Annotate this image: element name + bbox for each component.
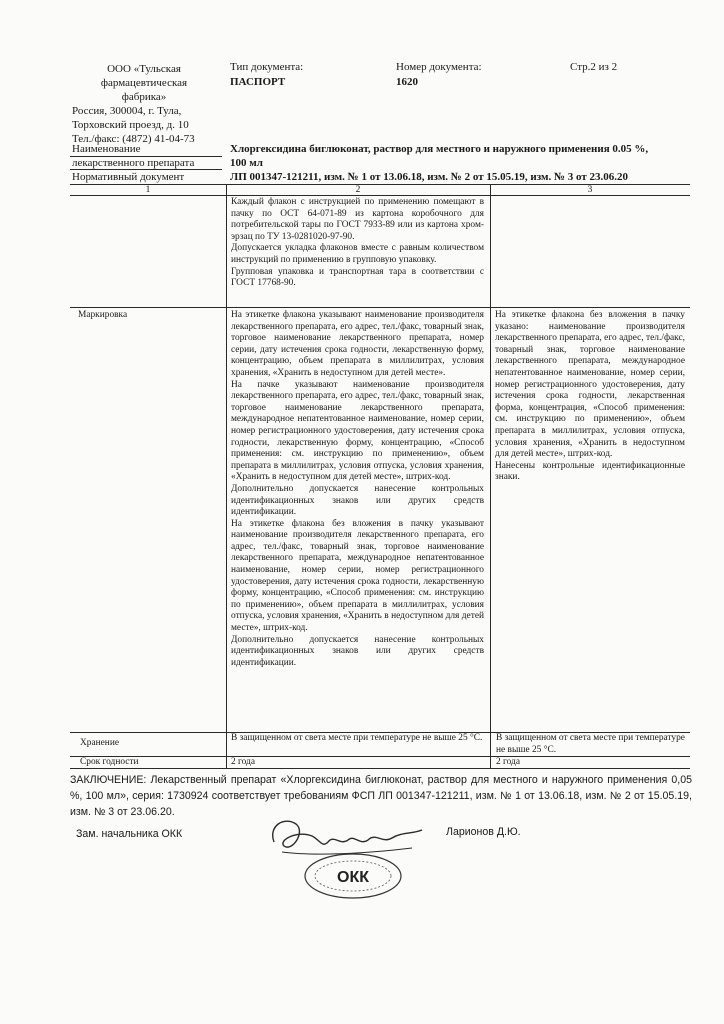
- packaging-paragraph: Допускается укладка флаконов вместе с равным количеством инструкций по применению в групповую упаковку.: [231, 243, 484, 265]
- packaging-cell: [231, 197, 484, 290]
- storage-label: Хранение: [80, 738, 119, 748]
- marking-paragraph: На этикетке флакона без вложения в пачку указывают наименование производителя лекарственного препарата, его адрес, тел./факс, товарный знак, торговое наименование лекарственного препарата, международное непатентованное наименование, номер серии, номер регистрационного удостоверения, дату истечения срока годности, лекарственную форму, концентрацию, «Способ применения: см. инструкцию по применению», объем препарата в миллилитрах, условия отпуска, условия хранения, «Хранить в недоступном для детей месте», штрих-код.: [231, 518, 484, 634]
- company-name: [70, 62, 218, 104]
- drug-name-value: [230, 142, 690, 170]
- drug-name-line: Хлоргексидина биглюконат, раствор для местного и наружного применения 0.05 %,: [230, 143, 649, 155]
- packaging-paragraph: Групповая упаковка и транспортная тара в соответствии с ГОСТ 17768-90.: [231, 266, 484, 289]
- doc-type-label: Тип документа:: [230, 61, 304, 73]
- drug-name-label-line: лекарственного препарата: [72, 157, 195, 169]
- marking-col3: [495, 310, 685, 484]
- company-line: фабрика»: [121, 91, 167, 103]
- col-number-3: 3: [587, 185, 593, 195]
- okk-stamp: [298, 848, 408, 904]
- shelf-life-col2: 2 года: [231, 757, 255, 767]
- marking-paragraph: Дополнительно допускается нанесение контрольных идентификационных знаков или других средств идентификации.: [231, 483, 484, 518]
- address-line: Россия, 300004, г. Тула,: [72, 105, 182, 117]
- doc-type-value: ПАСПОРТ: [230, 76, 286, 88]
- shelf-life-label: Срок годности: [80, 757, 139, 767]
- packaging-paragraph: Каждый флакон с инструкцией по применению помещают в пачку по ОСТ 64-071-89 из картона коробочного для потребительской тары по ГОСТ 7933-89 или из картона хром-эрзац по ТУ 13-0281020-97-90.: [231, 197, 484, 242]
- drug-name-line: 100 мл: [230, 157, 263, 169]
- marking-col2: [231, 310, 484, 669]
- marking-paragraph: Нанесены контрольные идентификационные знаки.: [495, 460, 685, 483]
- drug-name-label-line: Наименование: [72, 143, 141, 155]
- stamp-text: ОКК: [337, 869, 369, 886]
- marking-paragraph: Дополнительно допускается нанесение контрольных идентификационных знаков или других средств идентификации.: [231, 634, 484, 668]
- normative-label: Нормативный документ: [72, 171, 185, 183]
- marking-paragraph: На этикетке флакона без вложения в пачку указано: наименование производителя лекарственного препарата, его адрес, тел./факс, товарный знак, торговое наименование лекарственного препарата, международное непатентованное наименование, номер серии, номер регистрационного удостоверения, дату истечения срока годности, лекарственная форма, концентрация, «Способ применения: см. инструкцию по применению», объем препарата в миллилитрах, условия отпуска, условия хранения, «Хранить в недоступном для детей месте», штрих-код.: [495, 310, 685, 460]
- page-number: Стр.2 из 2: [570, 61, 618, 73]
- company-line: ООО «Тульская: [107, 63, 181, 75]
- doc-number-label: Номер документа:: [396, 61, 482, 73]
- signer-name: Ларионов Д.Ю.: [446, 826, 521, 838]
- doc-number-value: 1620: [396, 76, 418, 88]
- signer-position: Зам. начальника ОКК: [76, 828, 183, 840]
- conclusion: ЗАКЛЮЧЕНИЕ: Лекарственный препарат «Хлоргексидина биглюконат, раствор для местного и наружного применения 0,05 %, 100 мл», серия: 1730924 соответствует требованиям ФСП ЛП 001347-121211, изм. № 1 от 13.06.18, изм. № 2 от 15.05.19, изм. № 3 от 23.06.20.: [70, 774, 692, 818]
- col-number-1: 1: [145, 185, 151, 195]
- marking-paragraph: На этикетке флакона указывают наименование производителя лекарственного препарата, его адрес, тел./факс, товарный знак, торговое наименование лекарственного препарата, номер серии, дату истечения срока годности, лекарственную форму, концентрацию, объем препарата в миллилитрах, условия хранения, «Хранить в недоступном для детей месте».: [231, 310, 484, 378]
- shelf-life-col3: 2 года: [496, 757, 520, 767]
- storage-col2: В защищенном от света месте при температуре не выше 25 °С.: [231, 733, 483, 743]
- address-line: Тел./факс: (4872) 41-04-73: [72, 133, 195, 145]
- marking-paragraph: На пачке указывают наименование производителя лекарственного препарата, его адрес, тел./факс, товарный знак, торговое наименование лекарственного препарата, международное непатентованное наименование, номер серии, номер регистрационного удостоверения, дату истечения срока годности, лекарственную форму, концентрацию, «Способ применения: см. инструкцию по применению», объем препарата в миллилитрах, условия отпуска, условия хранения, «Хранить в недоступном для детей месте», штрих-код.: [231, 379, 484, 483]
- company-address: [72, 104, 222, 146]
- address-line: Торховский проезд, д. 10: [72, 119, 189, 131]
- company-line: фармацевтическая: [100, 77, 188, 89]
- marking-label: Маркировка: [78, 310, 128, 320]
- normative-value: ЛП 001347-121211, изм. № 1 от 13.06.18, изм. № 2 от 15.05.19, изм. № 3 от 23.06.20: [230, 171, 629, 183]
- storage-col3: В защищенном от света месте при температуре не выше 25 °С.: [496, 733, 685, 755]
- col-number-2: 2: [355, 185, 361, 195]
